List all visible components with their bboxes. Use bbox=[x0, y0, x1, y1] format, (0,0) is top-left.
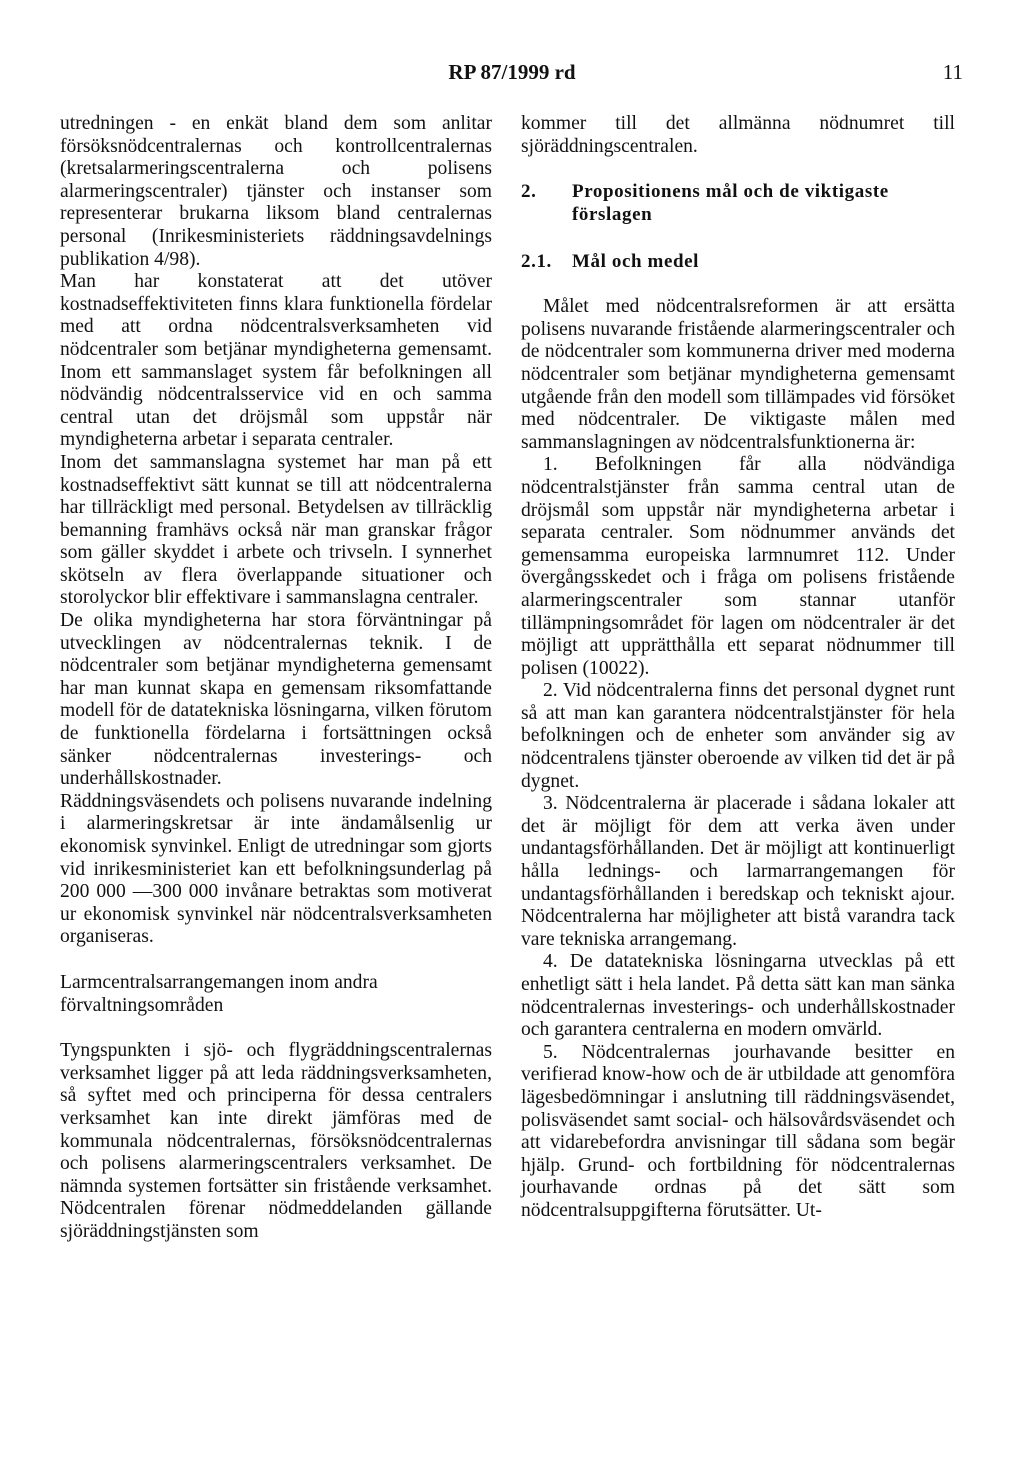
list-item: 4. De datatekniska lösningarna utvecklas på ett enhetligt sätt i hela landet. På detta sätt kan man sänka nödcentralernas investerings- och underhållskostnader och garantera centralerna en modern omvärld. bbox=[521, 951, 955, 1041]
paragraph: De olika myndigheterna har stora förväntningar på utvecklingen av nödcentralernas teknik. I de nödcentraler som betjänar myndigheterna gemensamt har man kunnat skapa en gemensam riksomfattande modell för de datatekniska lösningarna, vilken förutom de funktionella fördelarna i fortsättningen också sänker nödcentralernas investerings- och underhållskostnader. bbox=[60, 610, 492, 790]
section-number: 2. bbox=[521, 181, 537, 203]
page-number: 11 bbox=[942, 60, 963, 84]
list-item: 5. Nödcentralernas jourhavande besitter en verifierad know-how och de är utbildade att genomföra lägesbedömningar i anslutning till räddningsväsendet, polisväsendet samt social- och hälsovårdsväsendet och att vidarebefordra anvisningar till sådana som begär hjälp. Grund- och fortbildning för nödcentralernas jourhavande ordnas på det sätt som nödcentralsuppgifterna förutsätter. Ut- bbox=[521, 1041, 955, 1221]
section-title: Mål och medel bbox=[572, 251, 700, 273]
intro-paragraph: Målet med nödcentralsreformen är att ersätta polisens nuvarande fristående alarmeringscentraler och de nödcentraler som kommunerna driver med moderna nödcentraler som betjänar myndigheterna gemensamt utgående från den modell som tillämpades vid försöket med nödcentraler. De viktigaste målen med sammanslagningen av nödcentralsfunktionerna är: bbox=[521, 296, 955, 453]
continuation-paragraph: kommer till det allmänna nödnumret till sjöräddningscentralen. bbox=[521, 113, 955, 157]
paragraph: Inom det sammanslagna systemet har man på ett kostnadseffektivt sätt kunnat se till att nödcentralerna har tillräckligt med personal. Betydelsen av tillräcklig bemanning framhävs också när man granskar frågor som gäller skyddet i arbete och trivseln. I synnerhet skötseln av flera överlappande situationer och storolyckor blir effektivare i sammanslagna centraler. bbox=[60, 451, 492, 609]
section-heading-2-1 bbox=[521, 250, 955, 273]
section-heading-2 bbox=[521, 180, 955, 226]
right-column bbox=[521, 113, 955, 1223]
left-column bbox=[60, 113, 492, 1244]
paragraph: Tyngspunkten i sjö- och flygräddningscentralernas verksamhet ligger på att leda räddningsverksamheten, så syftet med och principerna för dessa centralers verksamhet kan inte direkt jämföras med de kommunala nödcentralernas, försöksnödcentralernas och polisens alarmeringscentralers verksamhet. De nämnda systemen fortsätter sin fristående verksamhet. Nödcentralen förenar nödmeddelanden gällande sjöräddningstjänsten som bbox=[60, 1040, 492, 1242]
subsection-heading: Larmcentralsarrangemangen inom andra förvaltningsområden bbox=[60, 971, 378, 1016]
list-item: 2. Vid nödcentralerna finns det personal dygnet runt så att man kan garantera nödcentralstjänster för hela befolkningen och de enheter som använder sig av nödcentralens tjänster oberoende av vilken tid det är på dygnet. bbox=[521, 680, 955, 792]
paragraph: Man har konstaterat att det utöver kostnadseffektiviteten finns klara funktionella fördelar med att ordna nödcentralsverksamheten vid nödcentraler som betjänar myndigheterna gemensamt. Inom ett sammanslaget system får befolkningen all nödvändig nödcentralsservice vid en och samma central utan det dröjsmål som uppstår när myndigheterna arbetar i separata centraler. bbox=[60, 271, 492, 451]
paragraph: Räddningsväsendets och polisens nuvarande indelning i alarmeringskretsar är inte ändamålsenlig ur ekonomisk synvinkel. Enligt de utredningar som gjorts vid inrikesministeriet kan ett befolkningsunderlag på 200 000 —300 000 invånare betraktas som motiverat ur ekonomisk synvinkel när nödcentralsverksamheten organiseras. bbox=[60, 790, 492, 948]
section-title: Propositionens mål och de viktigaste förslagen bbox=[572, 181, 889, 226]
list-item: 3. Nödcentralerna är placerade i sådana lokaler att det är möjligt för dem att verka även under undantagsförhållanden. Det är möjligt att kontinuerligt hålla lednings- och larmarrangemangen för undantagsförhållanden i beredskap och tekniskt ajour. Nödcentralerna har möjligheter att bistå varandra tack vare tekniska arrangemang. bbox=[521, 793, 955, 950]
paragraph: utredningen - en enkät bland dem som anlitar försöksnödcentralernas och kontrollcentralernas (kretsalarmeringscentralerna och polisens alarmeringscentraler) tjänster och instanser som representerar brukarna liksom bland centralernas personal (Inrikesministeriets räddningsavdelnings publikation 4/98). bbox=[60, 113, 492, 270]
section-number: 2.1. bbox=[521, 251, 552, 273]
document-reference: RP 87/1999 rd bbox=[448, 60, 576, 84]
list-item: 1. Befolkningen får alla nödvändiga nödcentralstjänster från samma central utan de dröjsmål som uppstår när myndigheterna arbetar i separata centraler. Som nödnummer används det gemensamma europeiska larmnumret 112. Under övergångsskedet och i fråga om polisens fristående alarmeringscentraler som stannar utanför tillämpningsområdet för lagen om nödcentraler är det möjligt att upprätthålla ett separat nödnummer till polisen (10022). bbox=[521, 454, 955, 679]
